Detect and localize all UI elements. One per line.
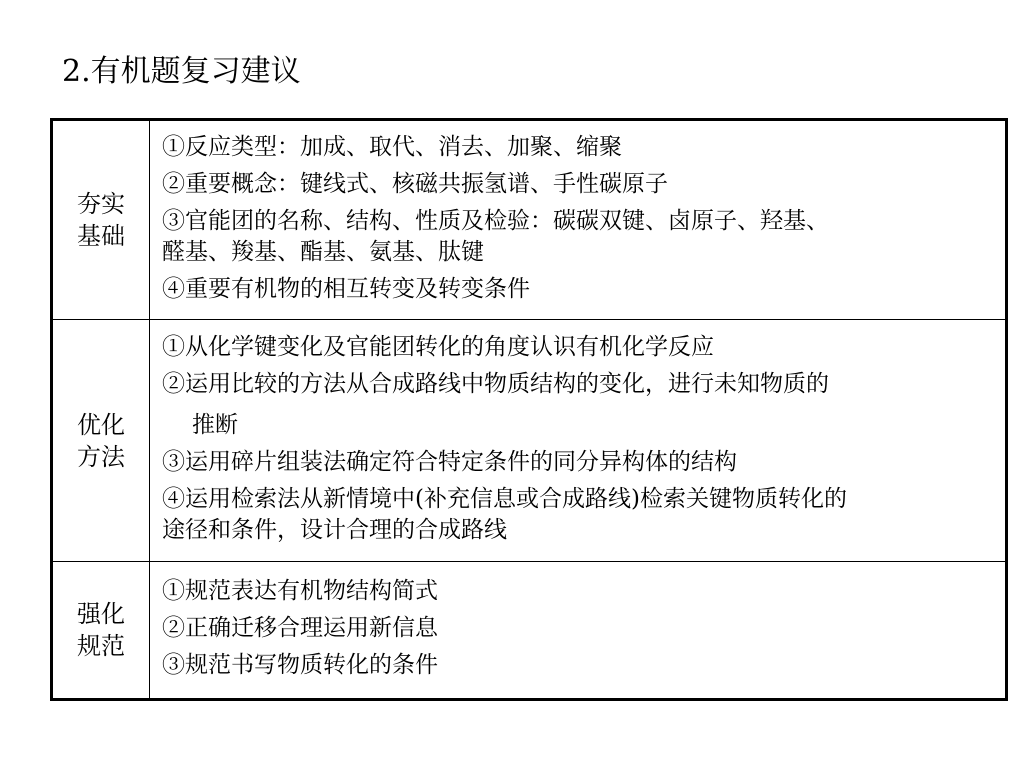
category-label-line-1: 夯实	[77, 190, 125, 218]
list-item	[162, 206, 993, 268]
category-label-line-1: 优化	[77, 410, 125, 439]
list-item	[162, 169, 993, 200]
review-suggestions-table	[50, 118, 1008, 701]
category-label-line-2: 方法	[77, 442, 125, 471]
item-text-continuation: 推断	[192, 411, 238, 438]
item-text: 从化学键变化及官能团转化的角度认识有机化学反应	[185, 333, 714, 360]
table-row-norms	[52, 562, 1007, 700]
list-item	[162, 332, 993, 363]
item-number: ①	[162, 577, 185, 604]
list-item	[162, 369, 993, 441]
item-text: 重要有机物的相互转变及转变条件	[185, 275, 530, 302]
list-item	[162, 132, 993, 163]
item-text: 规范书写物质转化的条件	[185, 651, 438, 678]
category-cell-foundation	[52, 120, 150, 320]
item-number: ①	[162, 333, 185, 360]
category-label-line-2: 基础	[77, 222, 125, 250]
category-cell-method	[52, 320, 150, 562]
content-cell-foundation	[150, 120, 1007, 320]
item-text: 正确迁移合理运用新信息	[185, 614, 438, 641]
list-item	[162, 447, 993, 478]
list-item	[162, 613, 993, 644]
item-text: 官能团的名称、结构、性质及检验：碳碳双键、卤原子、羟基、	[185, 207, 829, 234]
item-number: ②	[162, 370, 185, 397]
list-item	[162, 484, 993, 546]
item-number: ②	[162, 170, 185, 197]
list-item	[162, 650, 993, 681]
list-item	[162, 274, 993, 305]
item-number: ②	[162, 614, 185, 641]
item-text: 重要概念：键线式、核磁共振氢谱、手性碳原子	[185, 170, 668, 197]
page-title: 2.有机题复习建议	[62, 54, 301, 89]
table-row-method	[52, 320, 1007, 562]
item-number: ④	[162, 485, 185, 512]
item-number: ④	[162, 275, 185, 302]
content-cell-norms	[150, 562, 1007, 700]
item-number: ③	[162, 207, 185, 234]
item-text-continuation: 途径和条件，设计合理的合成路线	[162, 516, 507, 543]
item-text: 规范表达有机物结构简式	[185, 577, 438, 604]
category-label-line-2: 规范	[77, 632, 125, 660]
item-number: ③	[162, 651, 185, 678]
table-row-foundation	[52, 120, 1007, 320]
item-number: ③	[162, 448, 185, 475]
list-item	[162, 576, 993, 607]
item-text-continuation: 醛基、羧基、酯基、氨基、肽键	[162, 238, 484, 265]
category-cell-norms	[52, 562, 150, 700]
content-cell-method	[150, 320, 1007, 562]
item-text: 反应类型：加成、取代、消去、加聚、缩聚	[185, 133, 622, 160]
item-number: ①	[162, 133, 185, 160]
category-label-line-1: 强化	[77, 600, 125, 628]
item-text: 运用比较的方法从合成路线中物质结构的变化，进行未知物质的	[185, 370, 829, 397]
item-text: 运用碎片组装法确定符合特定条件的同分异构体的结构	[185, 448, 737, 475]
item-text: 运用检索法从新情境中(补充信息或合成路线)检索关键物质转化的	[185, 485, 847, 512]
